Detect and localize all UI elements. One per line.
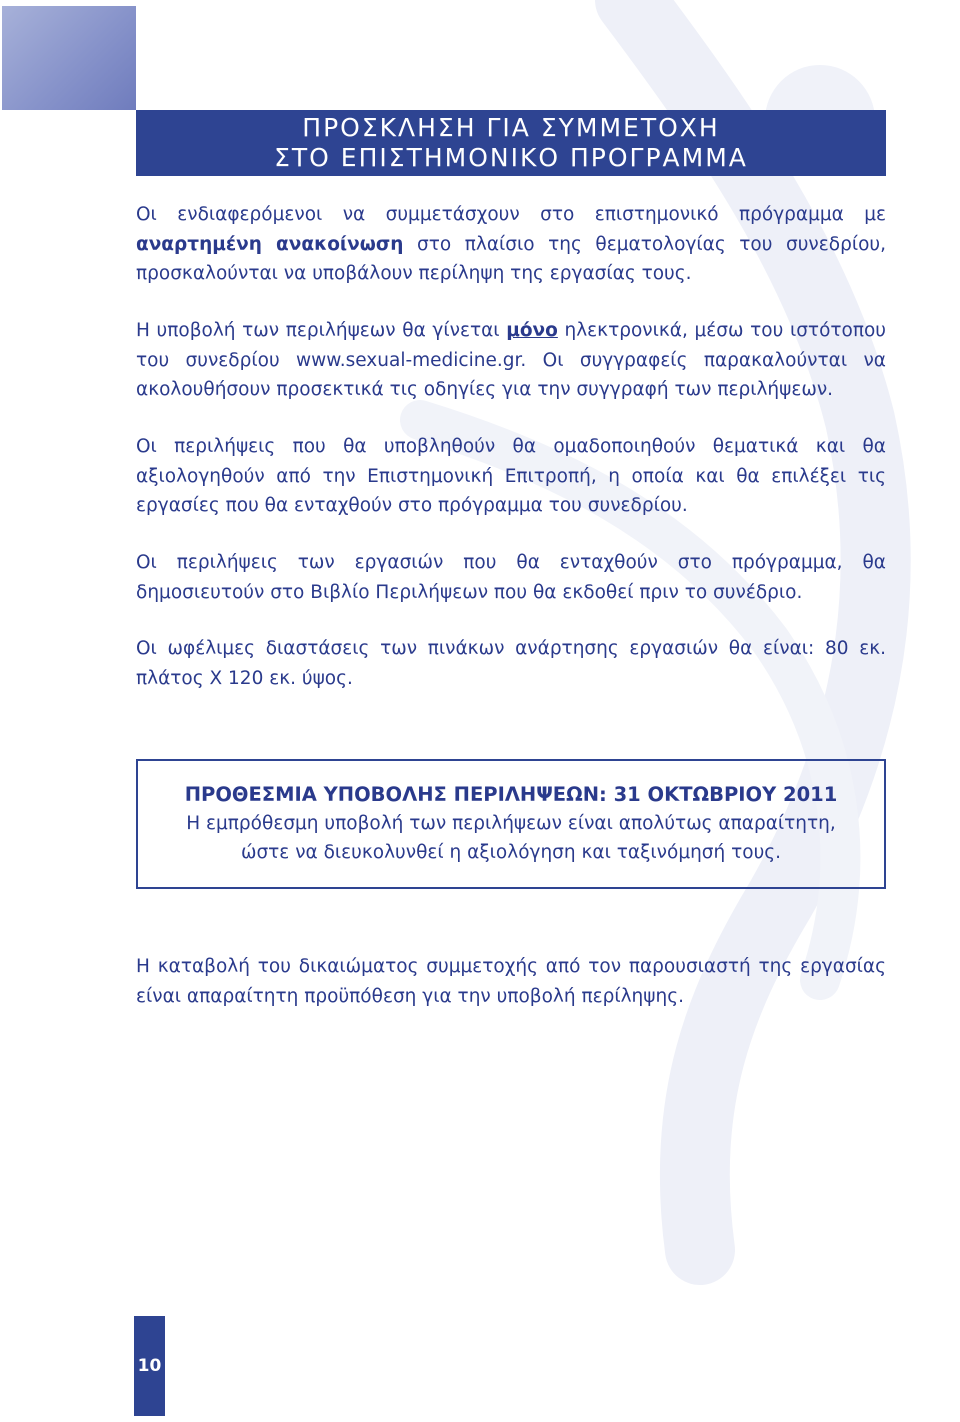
paragraph-intro-text-c: στο πλαίσιο της θεματολογίας του συνεδρίου, προσκαλούνται να υποβάλουν περίληψη της εργασίας τους.	[136, 233, 886, 284]
deadline-line-1: Η εμπρόθεσμη υποβολή των περιλήψεων είναι απολύτως απαραίτητη,	[186, 813, 836, 834]
paragraph-evaluation: Οι περιλήψεις που θα υποβληθούν θα ομαδοποιηθούν θεματικά και θα αξιολογηθούν από την Επιστημονική Επιτροπή, η οποία και θα επιλέξει τις εργασίες που θα ενταχθούν στο πρόγραμμα του συνεδρίου.	[136, 436, 886, 516]
deadline-line-2: ώστε να διευκολυνθεί η αξιολόγηση και ταξινόμησή τους.	[240, 842, 782, 863]
paragraph-intro-text-a: Οι ενδιαφερόμενοι να συμμετάσχουν στο επιστημονικό πρόγραμμα με	[136, 204, 886, 225]
deadline-title: ΠΡΟΘΕΣΜΙΑ ΥΠΟΒΟΛΗΣ ΠΕΡΙΛΗΨΕΩΝ: 31 ΟΚΤΩΒΡΙΟΥ 2011	[184, 783, 838, 806]
paragraph-submission	[136, 316, 886, 405]
paragraph-intro	[136, 200, 886, 289]
paragraph-registration-fee: Η καταβολή του δικαιώματος συμμετοχής από τον παρουσιαστή της εργασίας είναι απαραίτητη προϋπόθεση για την υποβολή περίληψης.	[136, 956, 886, 1007]
paragraph-submission-emphasis: μόνο	[506, 320, 558, 341]
paragraph-submission-text-c: ηλεκτρονικά, μέσω του ιστότοπου του συνεδρίου www.sexual-medicine.gr. Οι συγγραφείς παρακαλούνται να ακολουθήσουν προσεκτικά τις οδηγίες για την συγγραφή των περιλήψεων.	[136, 320, 886, 400]
corner-decoration	[2, 6, 136, 110]
page-title-band	[136, 110, 886, 176]
paragraph-poster-dimensions: Οι ωφέλιμες διαστάσεις των πινάκων ανάρτησης εργασιών θα είναι: 80 εκ. πλάτος Χ 120 εκ. ύψος.	[136, 638, 886, 689]
page-title-line-2: ΣΤΟ ΕΠΙΣΤΗΜΟΝΙΚΟ ΠΡΟΓΡΑΜΜΑ	[274, 143, 748, 172]
deadline-box	[136, 759, 886, 889]
page-number: 10	[137, 1356, 162, 1376]
page-title-line-1: ΠΡΟΣΚΛΗΣΗ ΓΙΑ ΣΥΜΜΕΤΟΧΗ	[302, 113, 720, 142]
paragraph-submission-text-a: Η υποβολή των περιλήψεων θα γίνεται	[136, 320, 507, 341]
paragraph-publication: Οι περιλήψεις των εργασιών που θα ενταχθούν στο πρόγραμμα, θα δημοσιευτούν στο Βιβλίο Περιλήψεων που θα εκδοθεί πριν το συνέδριο.	[136, 552, 886, 603]
paragraph-intro-emphasis: αναρτημένη ανακοίνωση	[136, 233, 404, 255]
page-number-tab	[134, 1316, 165, 1416]
